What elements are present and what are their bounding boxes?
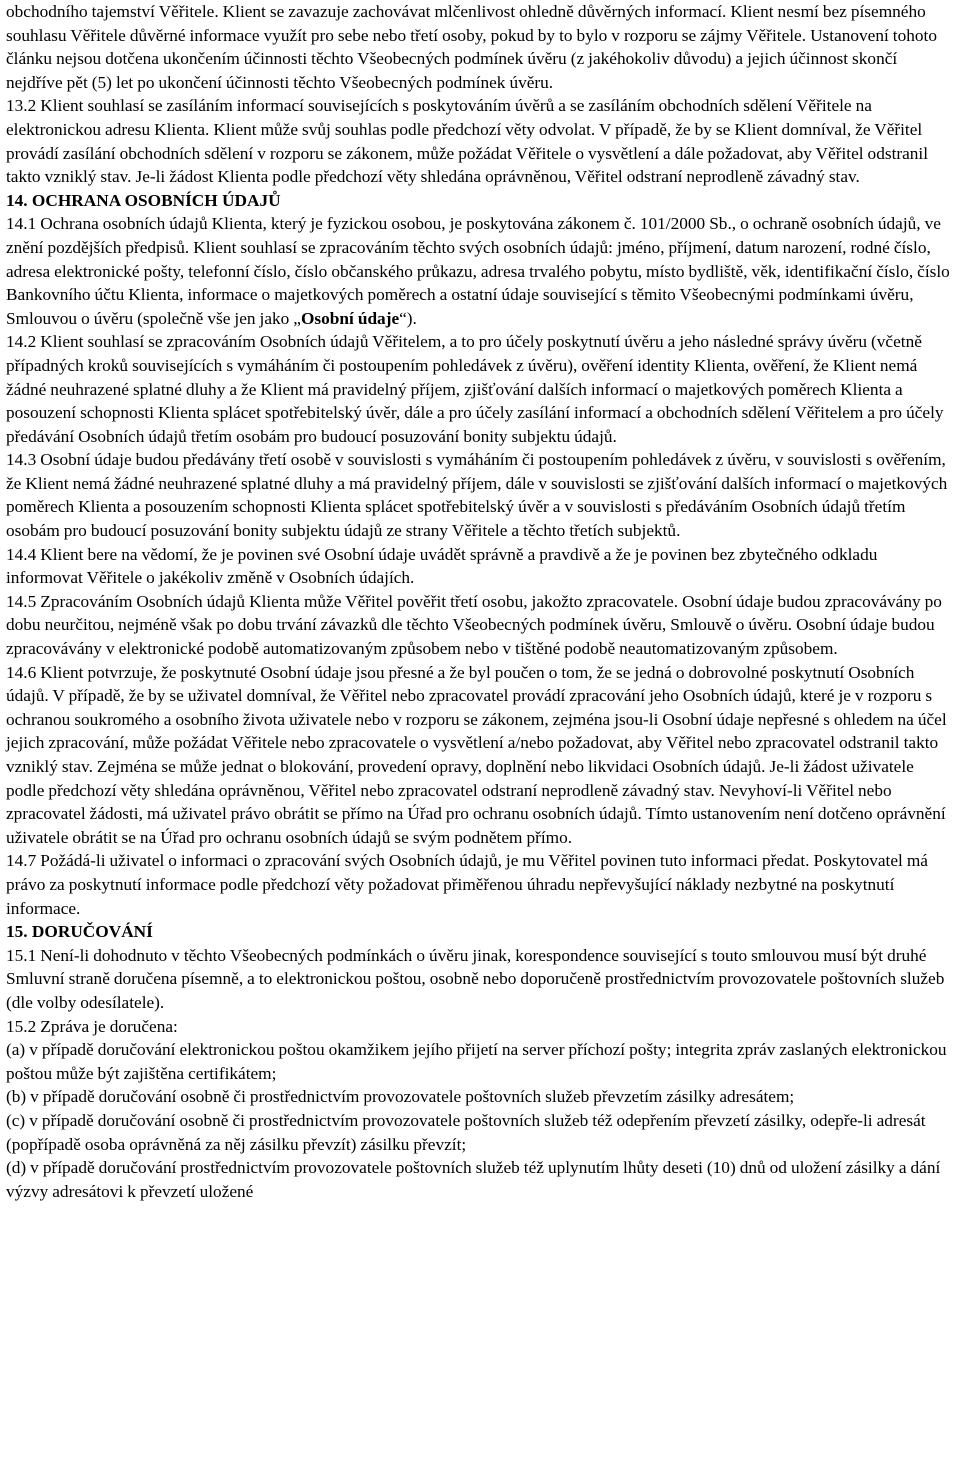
list-item-15-2-a: (a) v případě doručování elektronickou poštou okamžikem jejího přijetí na server příchozí pošty; integrita zpráv zaslaných elektronickou poštou může být zajištěna certifikátem; (6, 1040, 947, 1083)
list-item-15-2-c: (c) v případě doručování osobně či prostřednictvím provozovatele poštovních služeb též odepřením převzetí zásilky, odepře-li adresát (popřípadě osoba oprávněná za něj zásilku převzít) zásilku převzít; (6, 1110, 926, 1154)
paragraph-13-2: 13.2 Klient souhlasí se zasíláním informací souvisejících s poskytováním úvěrů a se zasíláním obchodních sdělení Věřitele na elektronickou adresu Klienta. Klient může svůj souhlas podle předchozí věty odvolat. V případě, že by se Klient domníval, že Věřitel provádí zasílání obchodních sdělení v rozporu se zákonem, může požádat Věřitele o vysvětlení a dále požadovat, aby Věřitel odstranil takto vzniklý stav. Je-li žádost Klienta podle předchozí věty shledána oprávněnou, Věřitel odstraní neprodleně závadný stav. (6, 96, 929, 187)
list-item-15-2-d: (d) v případě doručování prostřednictvím provozovatele poštovních služeb též uplynutím lhůty deseti (10) dnů od uložení zásilky a dání výzvy adresátovi k převzetí uložené (6, 1158, 941, 1201)
paragraph-14-1-end: “). (399, 308, 417, 328)
section-heading-14: 14. OCHRANA OSOBNÍCH ÚDAJŮ (6, 190, 281, 210)
paragraph-14-2: 14.2 Klient souhlasí se zpracováním Osobních údajů Věřitelem, a to pro účely poskytnutí úvěru a jeho následné správy úvěru (včetně případných kroků souvisejících s vymáháním či postoupením pohledávek z úvěru), ověření identity Klienta, ověření, že Klient nemá žádné neuhrazené splatné dluhy a že Klient má pravidelný příjem, zjišťování dalších informací o majetkových poměrech Klienta a posouzení schopnosti Klienta splácet spotřebitelský úvěr, dále a pro účely zasílání informací a obchodních sdělení Věřitelem a pro účely předávání Osobních údajů třetím osobám pro budoucí posuzování bonity subjektu údajů. (6, 332, 944, 446)
paragraph-14-4: 14.4 Klient bere na vědomí, že je povinen své Osobní údaje uvádět správně a pravdivě a že je povinen bez zbytečného odkladu informovat Věřitele o jakékoliv změně v Osobních údajích. (6, 544, 878, 588)
paragraph-14-7: 14.7 Požádá-li uživatel o informaci o zpracování svých Osobních údajů, je mu Věřitel povinen tuto informaci předat. Poskytovatel má právo za poskytnutí informace podle předchozí věty požadovat přiměřenou úhradu nepřevyšující náklady nezbytné na poskytnutí informace. (6, 851, 928, 918)
paragraph-14-1 (6, 212, 950, 330)
paragraph-15-2: 15.2 Zpráva je doručena: (6, 1016, 178, 1036)
defined-term-osobni-udaje: Osobní údaje (300, 308, 400, 328)
paragraph-14-5: 14.5 Zpracováním Osobních údajů Klienta může Věřitel pověřit třetí osobu, jakožto zpracovatele. Osobní údaje budou zpracovávány po dobu neurčitou, nejméně však po dobu trvání závazků dle těchto Všeobecných podmínek úvěru, Smlouvě o úvěru. Osobní údaje budou zpracovávány v elektronické podobě automatizovaným způsobem nebo v tištěné podobě neautomatizovaným způsobem. (6, 591, 942, 659)
list-item-15-2-b: (b) v případě doručování osobně či prostřednictvím provozovatele poštovních služeb převzetím zásilky adresátem; (6, 1087, 795, 1107)
paragraph-14-1-text: 14.1 Ochrana osobních údajů Klienta, který je fyzickou osobou, je poskytována zákonem č. 101/2000 Sb., o ochraně osobních údajů, ve znění pozdějších předpisů. Klient souhlasí se zpracováním těchto svých osobních údajů: jméno, příjmení, datum narození, rodné číslo, adresa elektronické pošty, telefonní číslo, číslo občanského průkazu, adresa trvalého pobytu, místo bydliště, věk, identifikační číslo, číslo Bankovního účtu Klienta, informace o majetkových poměrech a ostatní údaje související s těmito Všeobecnými podmínkami úvěru, Smlouvou o úvěru (společně vše jen jako „ (6, 214, 950, 328)
paragraph-13-1-continuation: obchodního tajemství Věřitele. Klient se zavazuje zachovávat mlčenlivost ohledně důvěrných informací. Klient nesmí bez písemného souhlasu Věřitele důvěrné informace využít pro sebe nebo třetí osoby, pokud by to bylo v rozporu se zájmy Věřitele. Ustanovení tohoto článku nejsou dotčena ukončením účinnosti těchto Všeobecných podmínek úvěru (z jakéhokoliv důvodu) a jejich účinnost skončí nejdříve pět (5) let po ukončení účinnosti těchto Všeobecných podmínek úvěru. (6, 2, 937, 92)
section-heading-15: 15. DORUČOVÁNÍ (6, 922, 153, 942)
paragraph-14-6: 14.6 Klient potvrzuje, že poskytnuté Osobní údaje jsou přesné a že byl poučen o tom, že se jedná o dobrovolné poskytnutí Osobních údajů. V případě, že by se uživatel domníval, že Věřitel nebo zpracovatel provádí zpracování jeho Osobních údajů, které je v rozporu s ochranou soukromého a osobního života uživatele nebo v rozporu se zákonem, zejména jsou-li Osobní údaje nepřesné s ohledem na účel jejich zpracování, může požádat Věřitele nebo zpracovatele o vysvětlení a/nebo požadovat, aby Věřitel nebo zpracovatel odstranil takto vzniklý stav. Zejména se může jednat o blokování, provedení opravy, doplnění nebo likvidaci Osobních údajů. Je-li žádost uživatele podle předchozí věty shledána oprávněnou, Věřitel nebo zpracovatel odstraní neprodleně závadný stav. Nevyhoví-li Věřitel nebo zpracovatel žádosti, má uživatel právo obrátit se přímo na Úřad pro ochranu osobních údajů. Tímto ustanovením není dotčeno oprávnění uživatele obrátit se na Úřad pro ochranu osobních údajů se svým podnětem přímo. (6, 662, 947, 847)
paragraph-15-1: 15.1 Není-li dohodnuto v těchto Všeobecných podmínkách o úvěru jinak, korespondence související s touto smlouvou musí být druhé Smluvní straně doručena písemně, a to elektronickou poštou, osobně nebo doporučeně prostřednictvím provozovatele poštovních služeb (dle volby odesílatele). (6, 945, 945, 1012)
paragraph-14-3: 14.3 Osobní údaje budou předávány třetí osobě v souvislosti s vymáháním či postoupením pohledávek z úvěru, v souvislosti s ověřením, že Klient nemá žádné neuhrazené splatné dluhy a má pravidelný příjem, dále v souvislosti se zjišťování dalších informací o majetkových poměrech Klienta a posouzením schopnosti Klienta splácet spotřebitelský úvěr a v souvislosti s předáváním Osobních údajů třetím osobám pro budoucí posuzování bonity subjektu údajů ze strany Věřitele a těchto třetích subjektů. (6, 450, 948, 541)
